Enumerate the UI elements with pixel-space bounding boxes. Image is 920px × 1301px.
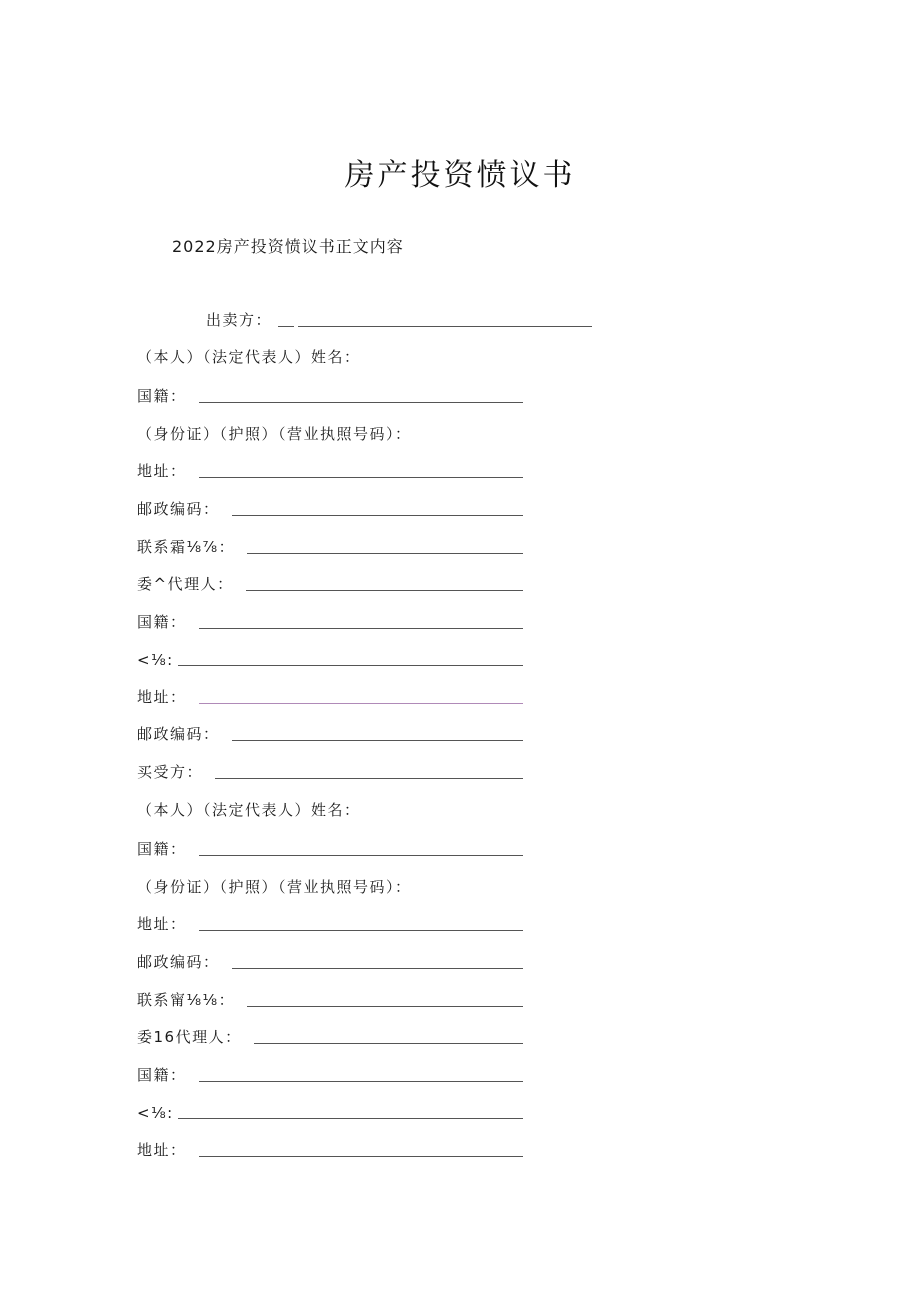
seller-agent-nationality-line[interactable] xyxy=(199,627,523,629)
buyer-id-label: （身份证）（护照）（营业执照号码）： xyxy=(137,878,412,896)
seller-address-label: 地址： xyxy=(137,462,187,480)
buyer-postcode-label: 邮政编码： xyxy=(137,953,220,971)
seller-address-line[interactable] xyxy=(199,476,523,478)
seller-postcode-field xyxy=(137,497,523,519)
buyer-id-field xyxy=(137,875,523,897)
buyer-nationality-line[interactable] xyxy=(199,854,523,856)
buyer-nationality-label: 国籍： xyxy=(137,840,187,858)
buyer-agent-field xyxy=(137,1025,523,1047)
seller-postcode-line[interactable] xyxy=(232,514,523,516)
seller-nationality-line[interactable] xyxy=(199,401,523,403)
seller-phone-label: 联系霜⅛⅞： xyxy=(137,538,236,556)
seller-agent-field xyxy=(137,572,523,594)
buyer-name-field xyxy=(137,798,523,820)
buyer-postcode-field xyxy=(137,950,523,972)
seller-id-field xyxy=(137,422,523,444)
buyer-agent-label: 委16代理人： xyxy=(137,1028,242,1046)
document-subtitle: 2022房产投资愤议书正文内容 xyxy=(172,237,404,256)
seller-agent-address-line[interactable] xyxy=(199,702,523,704)
seller-agent-id-label: <⅛: xyxy=(137,651,174,669)
seller-line[interactable] xyxy=(298,325,592,327)
seller-phone-field xyxy=(137,535,523,557)
seller-agent-line[interactable] xyxy=(246,589,523,591)
buyer-field xyxy=(137,760,523,782)
seller-agent-nationality-field xyxy=(137,610,523,632)
buyer-line[interactable] xyxy=(215,777,523,779)
buyer-agent-nationality-field xyxy=(137,1063,523,1085)
seller-agent-label: 委^代理人： xyxy=(137,575,234,593)
seller-agent-postcode-label: 邮政编码： xyxy=(137,725,220,743)
buyer-agent-nationality-label: 国籍： xyxy=(137,1066,187,1084)
buyer-postcode-line[interactable] xyxy=(232,967,523,969)
buyer-address-label: 地址： xyxy=(137,915,187,933)
buyer-agent-id-line[interactable] xyxy=(178,1117,523,1119)
document-title: 房产投资愤议书 xyxy=(344,158,576,193)
seller-agent-postcode-field xyxy=(137,722,523,744)
seller-agent-id-line[interactable] xyxy=(178,664,523,666)
buyer-address-line[interactable] xyxy=(199,929,523,931)
buyer-agent-line[interactable] xyxy=(254,1042,523,1044)
seller-name-label: （本人）（法定代表人）姓名： xyxy=(137,348,361,366)
seller-nationality-label: 国籍： xyxy=(137,387,187,405)
seller-label: 出卖方： xyxy=(206,311,273,329)
seller-phone-line[interactable] xyxy=(247,552,523,554)
buyer-agent-address-label: 地址： xyxy=(137,1141,187,1159)
seller-agent-nationality-label: 国籍： xyxy=(137,613,187,631)
buyer-agent-id-label: <⅛: xyxy=(137,1104,174,1122)
seller-agent-address-field xyxy=(137,685,523,707)
buyer-address-field xyxy=(137,912,523,934)
buyer-agent-address-field xyxy=(137,1138,523,1160)
seller-id-label: （身份证）（护照）（营业执照号码）： xyxy=(137,425,412,443)
seller-agent-id-field xyxy=(137,647,523,669)
buyer-nationality-field xyxy=(137,837,523,859)
seller-field xyxy=(206,308,592,330)
buyer-phone-label: 联系甯⅛⅛： xyxy=(137,991,236,1009)
seller-agent-address-label: 地址： xyxy=(137,688,187,706)
seller-address-field xyxy=(137,459,523,481)
buyer-phone-field xyxy=(137,988,523,1010)
seller-agent-postcode-line[interactable] xyxy=(232,739,523,741)
seller-nationality-field xyxy=(137,384,523,406)
buyer-phone-line[interactable] xyxy=(247,1005,523,1007)
buyer-agent-id-field xyxy=(137,1100,523,1122)
buyer-name-label: （本人）（法定代表人）姓名： xyxy=(137,801,361,819)
buyer-label: 买受方： xyxy=(137,763,204,781)
buyer-agent-nationality-line[interactable] xyxy=(199,1080,523,1082)
seller-postcode-label: 邮政编码： xyxy=(137,500,220,518)
seller-name-field xyxy=(137,345,523,367)
buyer-agent-address-line[interactable] xyxy=(199,1155,523,1157)
seller-line-prefix xyxy=(278,325,294,327)
